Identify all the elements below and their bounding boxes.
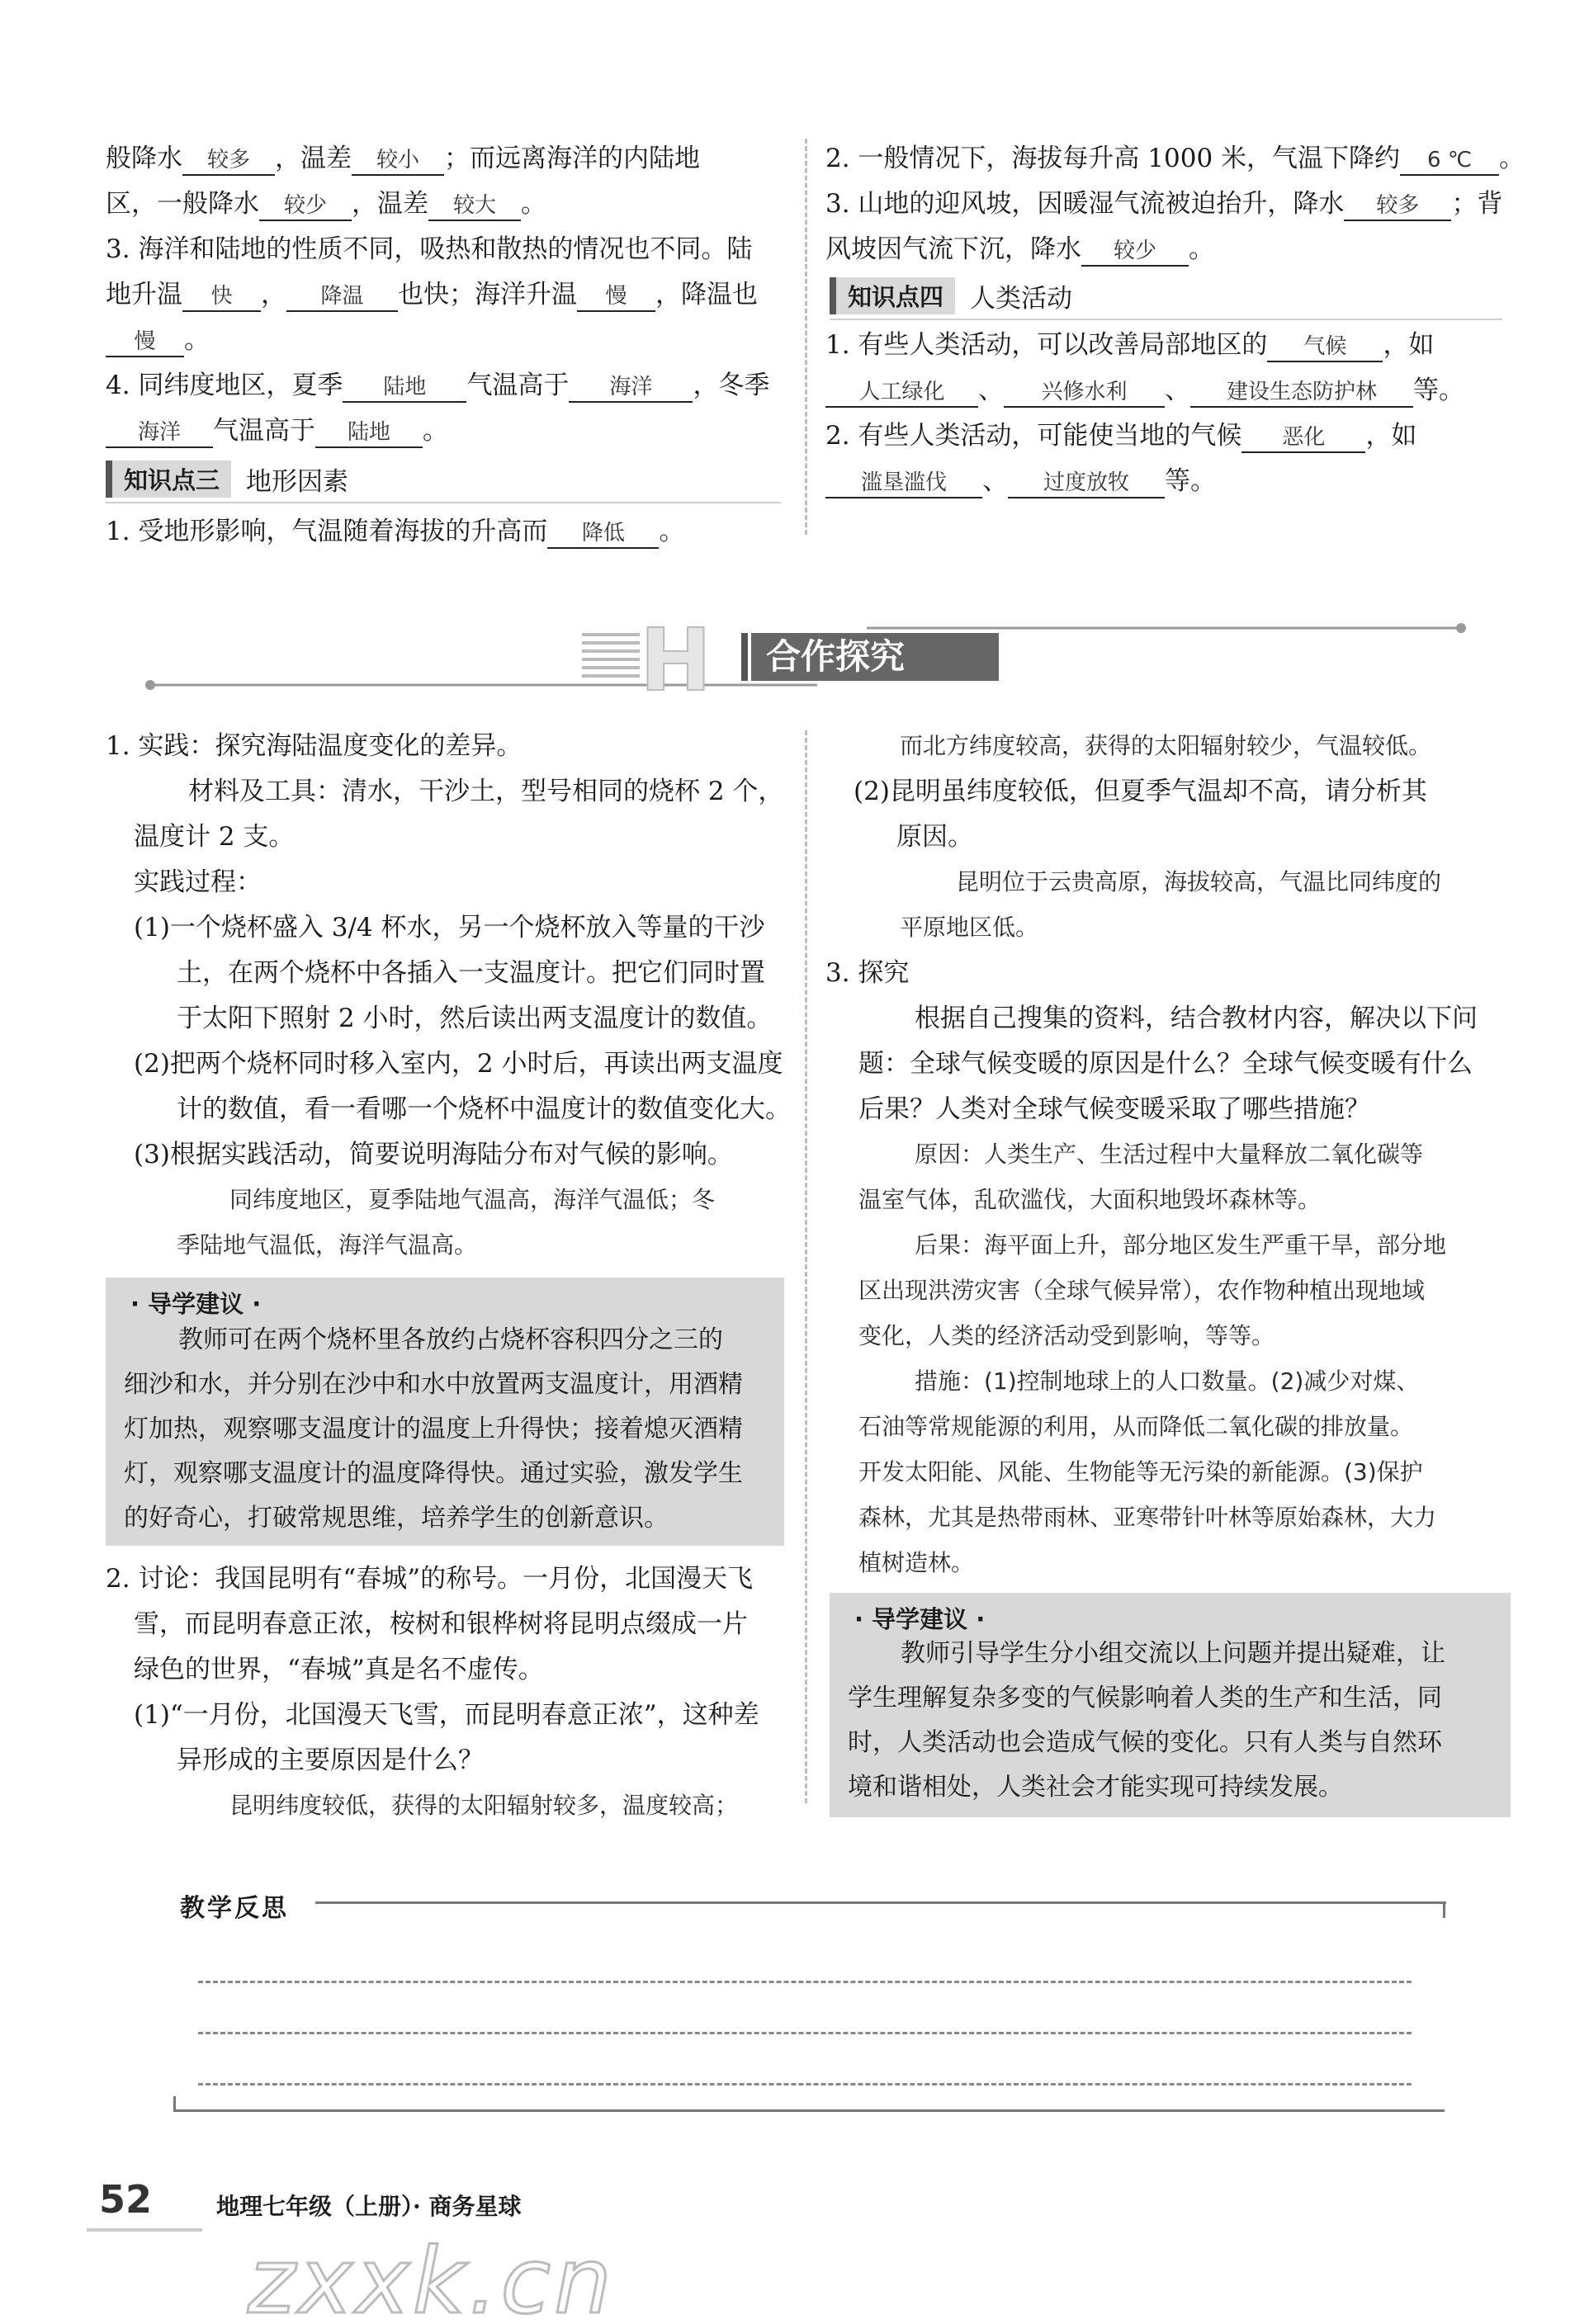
text-line: 时，人类活动也会造成气候的变化。只有人类与自然环 [848,1728,1442,1757]
answer-blank[interactable]: 较多 [1344,191,1451,221]
text-line: 地升温 快 ， 降温 也快；海洋升温 慢 ，降温也 [106,278,758,312]
answer-blank[interactable]: 慢 [577,282,655,312]
text-line: 灯加热，观察哪支温度计的温度上升得快；接着熄灭酒精 [124,1415,743,1443]
answer-blank[interactable]: 较多 [182,146,275,176]
text-line: 土，在两个烧杯中各插入一支温度计。把它们同时置 [177,958,765,988]
section-heading-human [830,276,1072,315]
answer-text: 植树造林。 [858,1549,975,1576]
writing-line[interactable] [198,1981,1412,1983]
text-line: 雪，而昆明春意正浓，桉树和银桦树将昆明点缀成一片 [134,1609,748,1639]
section-banner [140,610,1469,711]
answer-blank[interactable]: 6 ℃ [1400,146,1499,176]
answer-blank[interactable]: 气候 [1267,333,1383,362]
answer-blank[interactable]: 兴修水利 [1004,378,1165,408]
guidance-title: · 导学建议 · [130,1290,262,1318]
guidance-box-right [830,1593,1511,1817]
text-line: 灯，观察哪支温度计的温度降得快。通过实验，激发学生 [124,1459,743,1488]
text-line: 2. 讨论：我国昆明有“春城”的称号。一月份，北国漫天飞 [106,1564,754,1594]
reflection-left-tick [173,2096,176,2111]
text-line: 温度计 2 支。 [134,822,295,852]
page-number: 52 [99,2177,153,2222]
answer-blank[interactable]: 恶化 [1241,423,1365,453]
coop-right-column [825,730,1511,1588]
answer-text: 森林，尤其是热带雨林、亚寒带针叶林等原始森林，大力 [858,1504,1437,1531]
answer-text: 季陆地气温低，海洋气温高。 [177,1231,478,1259]
text-line: 题：全球气候变暖的原因是什么？全球气候变暖有什么 [858,1049,1473,1079]
answer-blank[interactable]: 较大 [428,191,521,221]
text-line: 材料及工具：清水，干沙土，型号相同的烧杯 2 个， [188,777,784,806]
heading-rule [830,319,1502,320]
answer-blank[interactable]: 较少 [259,191,352,221]
text-line: 绿色的世界，“春城”真是名不虚传。 [134,1655,544,1684]
answer-blank[interactable]: 建设生态防护林 [1190,378,1413,408]
answer-blank[interactable]: 人工绿化 [825,378,978,408]
answer-blank[interactable]: 过度放牧 [1008,469,1165,498]
text-line: 教师可在两个烧杯里各放约占烧杯容积四分之三的 [178,1325,723,1354]
text-line: (2)把两个烧杯同时移入室内，2 小时后，再读出两支温度 [134,1049,783,1079]
text-line: 实践过程： [134,867,262,897]
text-line: 海洋 气温高于 陆地 。 [106,414,448,448]
text-line: 于太阳下照射 2 小时，然后读出两支温度计的数值。 [177,1004,773,1033]
text-line: 后果？人类对全球气候变暖采取了哪些措施？ [858,1094,1370,1124]
page-number-underline [87,2228,202,2232]
answer-blank[interactable]: 陆地 [315,418,423,448]
answer-blank[interactable]: 快 [182,282,261,312]
heading-rule [106,502,781,503]
answer-text: 同纬度地区，夏季陆地气温高，海洋气温低；冬 [229,1186,716,1213]
banner-letter: H [640,610,712,711]
writing-line[interactable] [198,2032,1412,2034]
text-line: 3. 海洋和陆地的性质不同，吸热和散热的情况也不同。陆 [106,234,753,264]
answer-blank[interactable]: 降低 [547,519,659,549]
text-line: (3)根据实践活动，简要说明海陆分布对气候的影响。 [134,1140,733,1169]
answer-blank[interactable]: 陆地 [343,373,466,403]
writing-line[interactable] [198,2083,1412,2085]
section-heading-terrain [106,459,348,498]
guidance-box-left [106,1278,784,1546]
answer-blank[interactable]: 滥垦滥伐 [825,469,982,498]
answer-text: 开发太阳能、风能、生物能等无污染的新能源。(3)保护 [858,1458,1423,1486]
answer-text: 平原地区低。 [900,914,1039,941]
text-line: 学生理解复杂多变的气候影响着人类的生产和生活，同 [848,1684,1442,1712]
banner-title: 合作探究 [751,633,999,681]
answer-blank[interactable]: 海洋 [106,418,213,448]
text-line: 4. 同纬度地区，夏季 陆地 气温高于 海洋 ，冬季 [106,369,769,403]
answer-blank[interactable]: 海洋 [569,373,693,403]
text-line: 风坡因气流下沉，降水 较少 。 [825,233,1214,267]
text-line: 教师引导学生分小组交流以上问题并提出疑难，让 [901,1639,1445,1668]
answer-text: 区出现洪涝灾害（全球气候异常），农作物种植出现地域 [858,1277,1426,1304]
answer-text: 而北方纬度较高，获得的太阳辐射较少，气温较低。 [900,732,1432,759]
answer-text: 措施：(1)控制地球上的人口数量。(2)减少对煤、 [915,1367,1420,1395]
heading-tag: 知识点四 [830,277,955,314]
text-line: 的好奇心，打破常规思维，培养学生的创新意识。 [124,1504,669,1533]
guidance-title: · 导学建议 · [854,1605,986,1633]
text-line: 2. 一般情况下，海拔每升高 1000 米，气温下降约 6 ℃ 。 [825,142,1525,176]
answer-blank[interactable]: 较小 [352,146,444,176]
text-line: (1)“一月份，北国漫天飞雪，而昆明春意正浓”，这种差 [134,1700,759,1730]
watermark: zxxk.cn [248,2228,615,2324]
answer-text: 石油等常规能源的利用，从而降低二氧化碳的排放量。 [858,1413,1414,1440]
answer-text: 变化，人类的经济活动受到影响，等等。 [858,1322,1275,1349]
answer-text: 昆明位于云贵高原，海拔较高，气温比同纬度的 [956,868,1442,895]
answer-text: 温室气体，乱砍滥伐，大面积地毁坏森林等。 [858,1186,1322,1213]
text-line: 3. 探究 [825,958,910,988]
heading-title: 地形因素 [246,466,349,497]
reflection-bottom-rule [173,2109,1445,2112]
text-line: (1)一个烧杯盛入 3/4 杯水，另一个烧杯放入等量的干沙 [134,913,765,942]
text-line: 般降水 较多 ，温差 较小 ；而远离海洋的内陆地 [106,142,700,176]
text-line: 细沙和水，并分别在沙中和水中放置两支温度计，用酒精 [124,1370,743,1399]
reflection-title: 教学反思 [180,1894,289,1923]
heading-tag: 知识点三 [106,461,231,498]
text-line: 境和谐相处，人类社会才能实现可持续发展。 [848,1773,1343,1802]
column-divider [805,139,807,535]
answer-blank[interactable]: 降温 [286,282,398,312]
top-right-lower [825,328,1511,510]
text-line: 滥垦滥伐 、 过度放牧 等。 [825,465,1216,498]
reflection-top-rule [315,1901,1446,1904]
text-line: 3. 山地的迎风坡，因暖湿气流被迫抬升，降水 较多 ；背 [825,187,1502,221]
discussion-block [106,1562,791,1826]
text-line: 原因。 [896,822,973,852]
book-title: 地理七年级（上册）· 商务星球 [216,2193,522,2220]
column-divider [805,730,807,1803]
text-line: 计的数值，看一看哪一个烧杯中温度计的数值变化大。 [177,1094,791,1124]
text-line: 1. 受地形影响，气温随着海拔的升高而 降低 。 [106,515,684,549]
text-line: 1. 有些人类活动，可以改善局部地区的 气候 ，如 [825,328,1434,362]
text-line: (2)昆明虽纬度较低，但夏季气温却不高，请分析其 [854,777,1427,806]
answer-blank[interactable]: 较少 [1081,237,1189,267]
text-line: 异形成的主要原因是什么？ [177,1745,484,1775]
answer-blank[interactable]: 慢 [106,328,184,357]
heading-title: 人类活动 [970,283,1073,314]
text-line: 区，一般降水 较少 ，温差 较大 。 [106,187,546,221]
text-line: 2. 有些人类活动，可能使当地的气候 恶化 ，如 [825,419,1416,453]
text-line: 人工绿化 、 兴修水利 、 建设生态防护林 等。 [825,374,1464,408]
reflection-right-tick [1443,1901,1445,1918]
answer-text: 原因：人类生产、生活过程中大量释放二氧化碳等 [915,1141,1424,1168]
text-line: 根据自己搜集的资料，结合教材内容，解决以下问 [915,1004,1478,1033]
text-line: 1. 实践：探究海陆温度变化的差异。 [106,731,523,761]
text-line: 慢 。 [106,324,210,357]
answer-text: 后果：海平面上升，部分地区发生严重干旱，部分地 [915,1231,1447,1259]
answer-text: 昆明纬度较低，获得的太阳辐射较多，温度较高； [229,1792,739,1819]
